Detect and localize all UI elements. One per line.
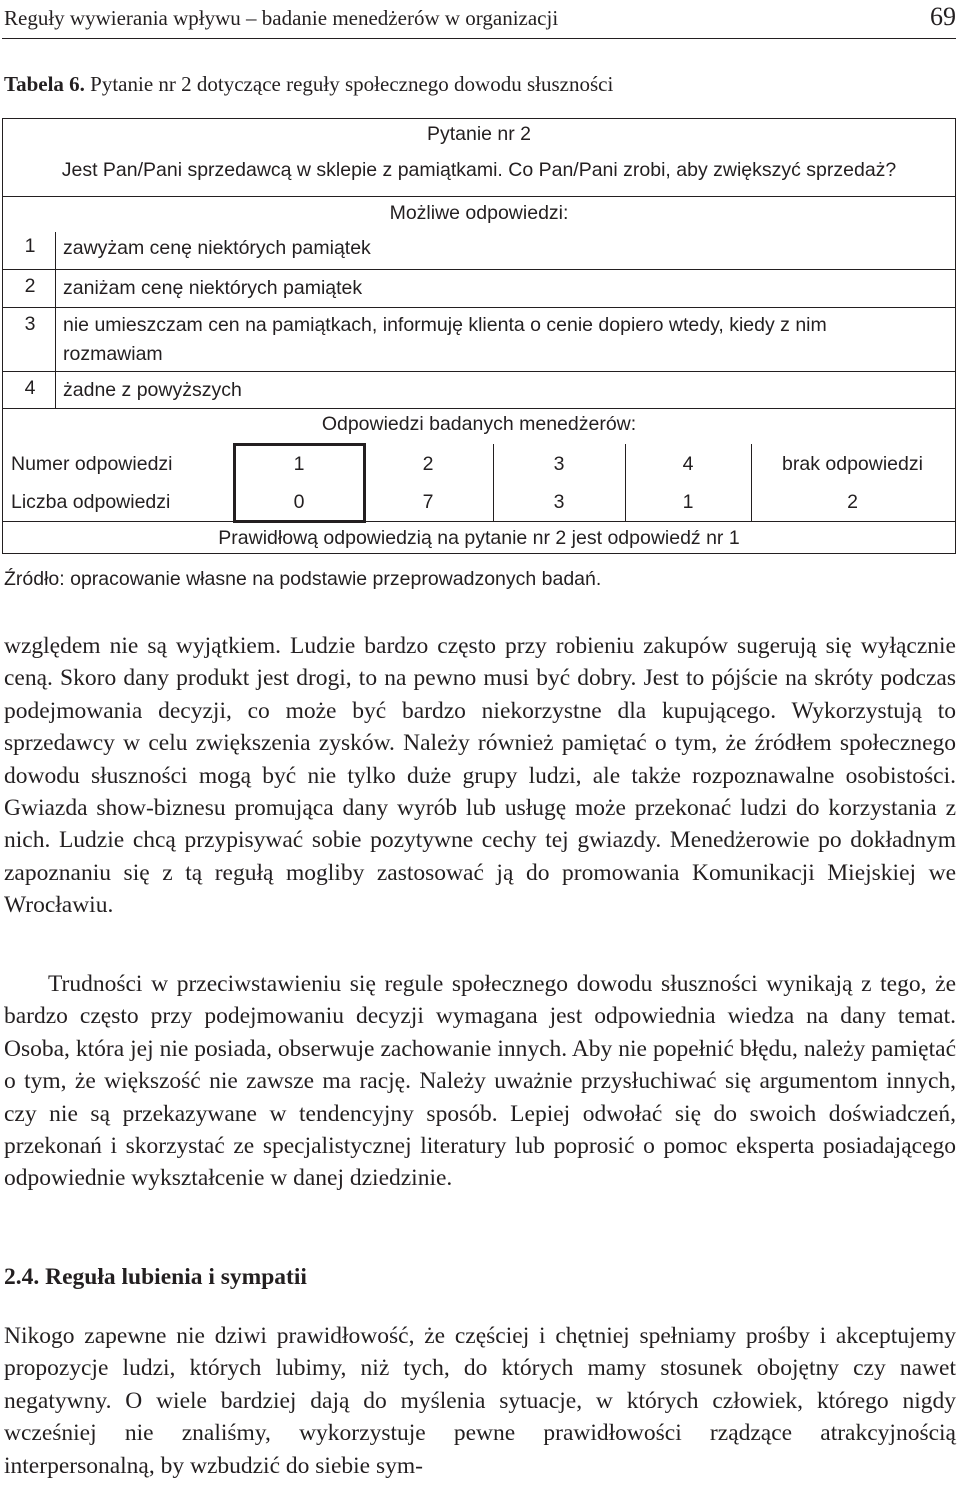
page-header bbox=[4, 2, 956, 32]
answer-count-row bbox=[3, 482, 955, 522]
grid-divider bbox=[625, 444, 626, 522]
table-source: Źródło: opracowanie własne na podstawie przeprowadzonych badań. bbox=[4, 568, 602, 590]
answer-number-cell: 1 bbox=[293, 452, 305, 475]
options-heading-row bbox=[3, 196, 955, 233]
question-number: Pytanie nr 2 bbox=[426, 123, 532, 145]
option-text: zaniżam cenę niektórych pamiątek bbox=[63, 277, 363, 299]
correct-note-row bbox=[3, 521, 955, 554]
table-caption-label: Tabela 6. bbox=[4, 72, 85, 96]
correct-answer-note: Prawidłową odpowiedzią na pytanie nr 2 jest odpowiedź nr 1 bbox=[218, 527, 740, 549]
option-row bbox=[3, 307, 955, 372]
page-number: 69 bbox=[930, 2, 956, 31]
answer-count-label: Liczba odpowiedzi bbox=[11, 490, 171, 513]
body-paragraph: Trudności w przeciwstawieniu się regule społecznego dowodu słuszności wynikają z tego, że bardzo często przy podejmowaniu decyzji wymagana jest odpowiednia wiedza na dany temat. Osoba, która jej nie posiada, obserwuje zachowanie innych. Aby nie popełnić błędu, należy pamiętać o tym, że większość nie zawsze ma rację. Należy uważnie przysłuchiwać się argumentom innych, czy nie są przekazywane w tendencyjny sposób. Lepiej odwołać się do swoich doświadczeń, przekonań i skorzystać ze specjalistycznej literatury lub poprosić o pomoc eksperta posiadającego odpowiednie wykształcenie w danej dziedzinie. bbox=[4, 971, 956, 1192]
option-text: zawyżam cenę niektórych pamiątek bbox=[63, 237, 371, 259]
grid-divider bbox=[493, 444, 494, 522]
survey-table bbox=[2, 118, 956, 554]
section-paragraph: Nikogo zapewne nie dziwi prawidłowość, że częściej i chętniej spełniamy prośby i akceptujemy propozycje ludzi, których lubimy, niż tych, do których mamy stosunek obojętny czy nawet negatywny. O wiele bardziej dają do myślenia sytuacje, w których człowiek, którego nigdy wcześniej nie znaliśmy, wykorzystuje pewne prawidłowości rządzące atrakcyjnością interpersonalną, by wzbudzić do siebie sym- bbox=[4, 1323, 956, 1479]
answer-number-cell: brak odpowiedzi bbox=[782, 452, 923, 475]
option-text: żadne z powyższych bbox=[63, 379, 242, 401]
answer-number-row bbox=[3, 444, 955, 484]
responses-heading-row bbox=[3, 408, 955, 445]
option-row bbox=[3, 231, 955, 267]
section-heading: 2.4. Reguła lubienia i sympatii bbox=[4, 1264, 307, 1290]
body-paragraph: względem nie są wyjątkiem. Ludzie bardzo często przy robieniu zakupów sugerują się wyłącznie ceną. Skoro dany produkt jest drogi, to na pewno musi być dobry. Jest to pójście na skróty podczas podejmowania decyzji, co może być bardzo niekorzystne dla kupującego. Wykorzystują to sprzedawcy w celu zwiększenia zysków. Należy również pamiętać o tym, że źródłem społecznego dowodu słuszności mogą być nie tylko duże grupy ludzi, ale także rozpoznawalne osobistości. Gwiazda show-biznesu promująca dany wyrób lub usługę może przekonać ludzi do korzystania z nich. Ludzie chcą przypisywać sobie pozytywne cechy tej gwiazdy. Menedżerowie po dokładnym zapoznaniu się z tą regułą mogliby zastosować ją do promowania Komunikacji Miejskiej we Wrocławiu. bbox=[4, 633, 956, 919]
answer-count-cell: 2 bbox=[847, 490, 858, 513]
option-row bbox=[3, 371, 955, 408]
option-number: 2 bbox=[24, 275, 36, 297]
responses-heading: Odpowiedzi badanych menedżerów: bbox=[321, 413, 637, 435]
table-caption-text: Pytanie nr 2 dotyczące reguły społecznego dowodu słuszności bbox=[90, 72, 614, 96]
question-number-row bbox=[3, 123, 955, 155]
correct-answer-highlight bbox=[233, 443, 366, 523]
answer-number-cell: 2 bbox=[422, 452, 434, 475]
answer-count-cell: 7 bbox=[422, 490, 434, 513]
answer-number-label: Numer odpowiedzi bbox=[11, 452, 173, 475]
answer-count-cell: 0 bbox=[293, 490, 305, 513]
answer-number-cell: 4 bbox=[682, 452, 694, 475]
answer-number-cell: 3 bbox=[553, 452, 565, 475]
answer-count-cell: 3 bbox=[553, 490, 565, 513]
option-text: nie umieszczam cen na pamiątkach, informuję klienta o cenie dopiero wtedy, kiedy z nim rozmawiam bbox=[63, 314, 827, 365]
table-caption bbox=[4, 72, 613, 97]
options-heading: Możliwe odpowiedzi: bbox=[389, 202, 569, 224]
option-number: 4 bbox=[24, 377, 36, 399]
option-row bbox=[3, 269, 955, 306]
answer-count-cell: 1 bbox=[682, 490, 694, 513]
option-number-divider bbox=[55, 232, 56, 408]
header-rule bbox=[2, 38, 956, 39]
question-text-row bbox=[3, 159, 955, 191]
running-title: Reguły wywierania wpływu – badanie menedżerów w organizacji bbox=[4, 6, 559, 30]
option-number: 1 bbox=[24, 235, 36, 257]
grid-divider bbox=[751, 444, 752, 522]
question-text: Jest Pan/Pani sprzedawcą w sklepie z pamiątkami. Co Pan/Pani zrobi, aby zwiększyć sprzedaż? bbox=[61, 159, 897, 181]
option-number: 3 bbox=[24, 313, 36, 335]
